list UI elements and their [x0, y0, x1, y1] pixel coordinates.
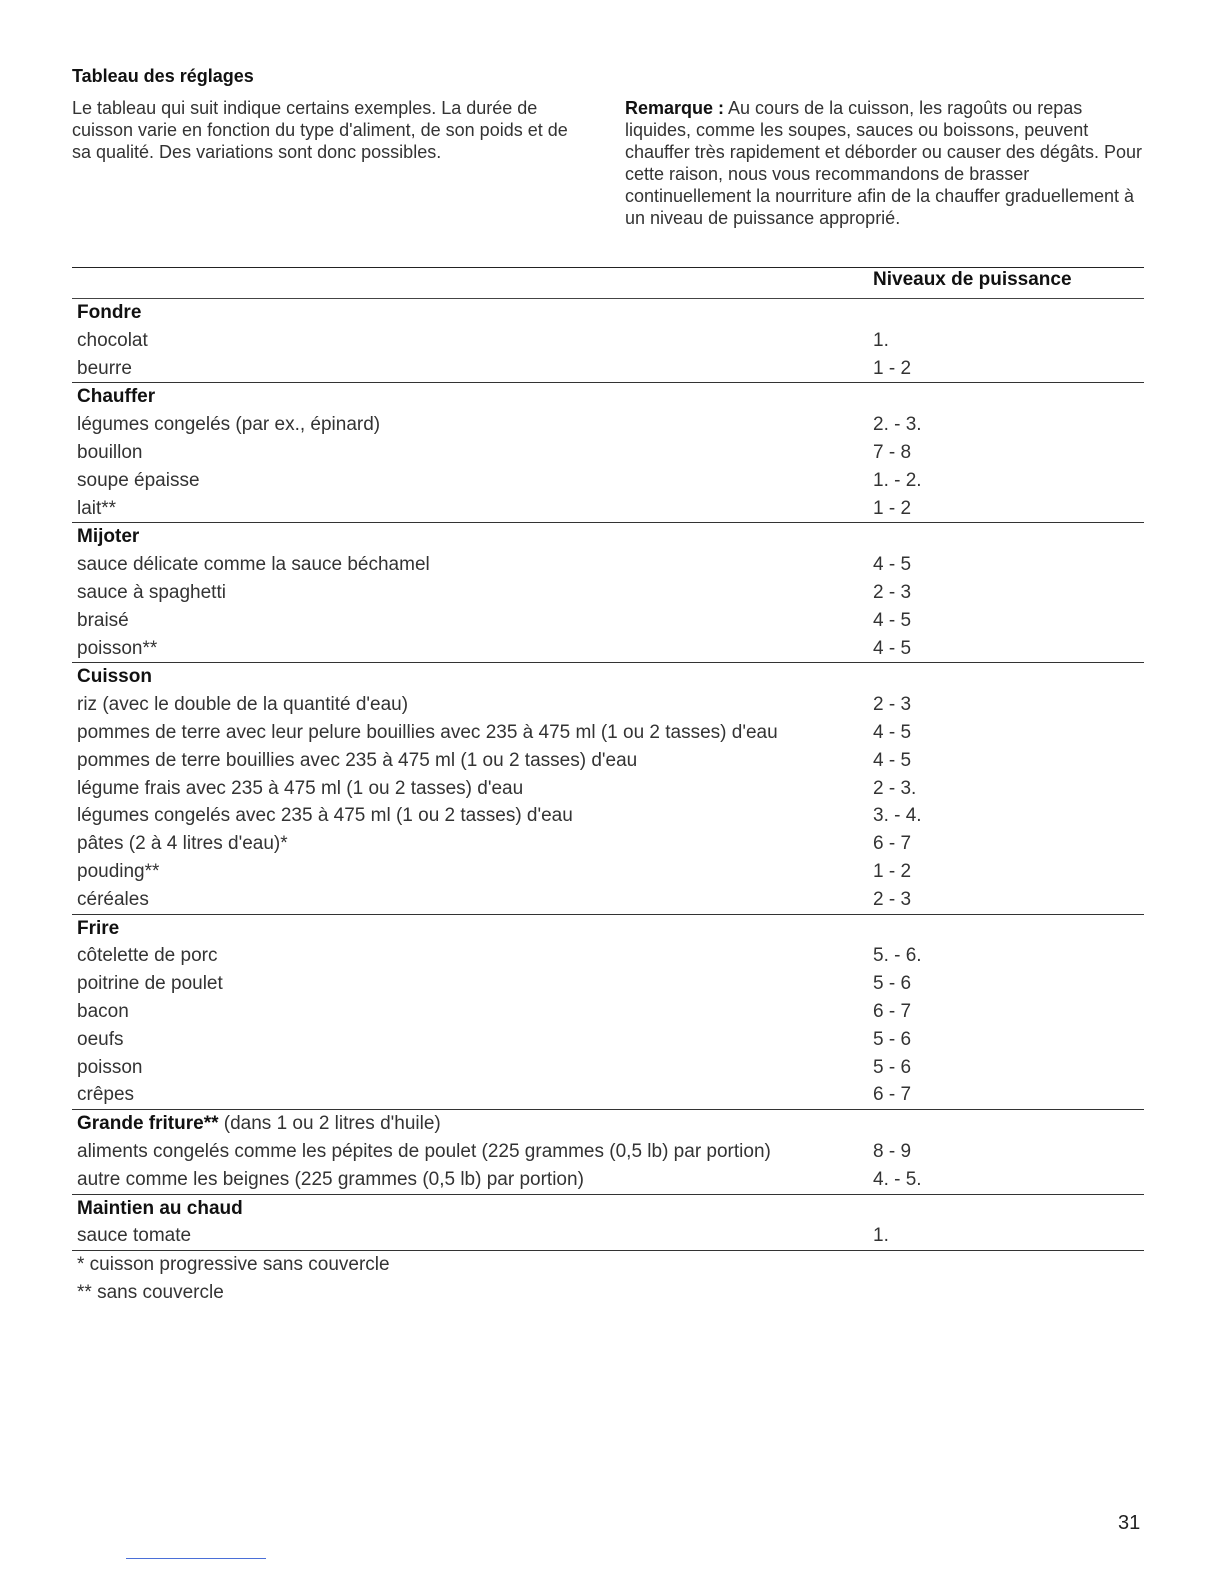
table-row [72, 1138, 1144, 1166]
table-row [72, 495, 1144, 523]
category-row [72, 383, 1144, 411]
table-row [72, 1026, 1144, 1054]
food-item: autre comme les beignes (225 grammes (0,5 lb) par portion) [77, 1168, 584, 1190]
power-level: 1. - 2. [873, 469, 922, 491]
power-level: 7 - 8 [873, 441, 912, 463]
food-item: lait** [77, 497, 117, 519]
food-item: poisson** [77, 637, 158, 659]
category-title-cell [77, 915, 119, 943]
power-level: 5. - 6. [873, 945, 922, 967]
category-title: Maintien au chaud [77, 1197, 243, 1219]
table-row [72, 467, 1144, 495]
category-title-cell [77, 523, 139, 551]
food-item: braisé [77, 609, 129, 631]
category-title: Mijoter [77, 526, 140, 548]
table-row [72, 327, 1144, 355]
power-level: 1. [873, 329, 889, 351]
food-item: beurre [77, 357, 132, 379]
food-item: pâtes (2 à 4 litres d'eau)* [77, 833, 288, 855]
table-section [72, 915, 1144, 1111]
category-title-cell [77, 663, 152, 691]
table-row [72, 607, 1144, 635]
food-item: soupe épaisse [77, 469, 200, 491]
table-row [72, 1166, 1144, 1194]
food-item: céréales [77, 888, 149, 910]
power-level: 4 - 5 [873, 609, 912, 631]
power-level: 2 - 3 [873, 694, 912, 716]
power-level: 1. [873, 1225, 889, 1247]
power-level: 5 - 6 [873, 973, 912, 995]
food-item: sauce délicate comme la sauce béchamel [77, 554, 430, 576]
power-level: 2 - 3 [873, 888, 912, 910]
power-level: 4. - 5. [873, 1168, 922, 1190]
power-level: 1 - 2 [873, 357, 912, 379]
food-item: bouillon [77, 441, 143, 463]
power-level: 8 - 9 [873, 1140, 912, 1162]
category-title-cell [77, 383, 155, 411]
table-row [72, 635, 1144, 663]
table-row [72, 802, 1144, 830]
table-row [72, 998, 1144, 1026]
table-section [72, 1110, 1144, 1194]
category-row [72, 299, 1144, 327]
power-level: 1 - 2 [873, 497, 912, 519]
food-item: crêpes [77, 1084, 135, 1106]
table-row [72, 886, 1144, 914]
page-title: Tableau des réglages [72, 66, 254, 86]
power-level: 3. - 4. [873, 805, 922, 827]
food-item: oeufs [77, 1028, 124, 1050]
footnote: * cuisson progressive sans couvercle [77, 1254, 390, 1276]
power-level: 6 - 7 [873, 1000, 912, 1022]
category-note: (dans 1 ou 2 litres d'huile) [218, 1113, 441, 1135]
table-row [72, 775, 1144, 803]
note-paragraph [625, 97, 1145, 229]
power-level: 5 - 6 [873, 1028, 912, 1050]
table-row [72, 1222, 1144, 1250]
power-level: 4 - 5 [873, 637, 912, 659]
food-item: légumes congelés avec 235 à 475 ml (1 ou 2 tasses) d'eau [77, 805, 573, 827]
footnote: ** sans couvercle [77, 1281, 224, 1303]
power-level: 4 - 5 [873, 554, 912, 576]
category-title: Grande friture** [77, 1113, 219, 1135]
category-title-cell [77, 1110, 441, 1138]
table-row [72, 858, 1144, 886]
category-row [72, 1195, 1144, 1223]
table-row [72, 1054, 1144, 1082]
intro-paragraph: Le tableau qui suit indique certains exemples. La durée de cuisson varie en fonction du type d'aliment, de son poids et de sa qualité. Des variations sont donc possibles. [72, 98, 568, 162]
power-level: 4 - 5 [873, 721, 912, 743]
food-item: côtelette de porc [77, 945, 218, 967]
food-item: pouding** [77, 860, 160, 882]
table-row [72, 439, 1144, 467]
power-level: 6 - 7 [873, 833, 912, 855]
category-title-cell [77, 299, 141, 327]
bottom-link-line [126, 1558, 266, 1559]
food-item: pommes de terre bouillies avec 235 à 475 ml (1 ou 2 tasses) d'eau [77, 749, 638, 771]
table-row [72, 719, 1144, 747]
food-item: pommes de terre avec leur pelure bouillies avec 235 à 475 ml (1 ou 2 tasses) d'eau [77, 721, 778, 743]
table-section [72, 299, 1144, 383]
food-item: sauce à spaghetti [77, 581, 226, 603]
table-body [72, 299, 1144, 1251]
power-level: 1 - 2 [873, 860, 912, 882]
table-row [72, 355, 1144, 383]
table-section [72, 383, 1144, 523]
food-item: aliments congelés comme les pépites de poulet (225 grammes (0,5 lb) par portion) [77, 1140, 771, 1162]
food-item: chocolat [77, 329, 148, 351]
food-item: sauce tomate [77, 1225, 192, 1247]
power-level: 4 - 5 [873, 749, 912, 771]
table-section [72, 523, 1144, 663]
food-item: légume frais avec 235 à 475 ml (1 ou 2 tasses) d'eau [77, 777, 524, 799]
food-item: poisson [77, 1056, 143, 1078]
power-level: 2 - 3 [873, 581, 912, 603]
table-row [72, 830, 1144, 858]
power-level: 6 - 7 [873, 1084, 912, 1106]
power-level: 5 - 6 [873, 1056, 912, 1078]
page-number: 31 [1118, 1512, 1141, 1534]
category-row [72, 523, 1144, 551]
table-section [72, 663, 1144, 914]
food-item: légumes congelés (par ex., épinard) [77, 414, 381, 436]
food-item: bacon [77, 1000, 129, 1022]
category-title: Frire [77, 917, 120, 939]
power-level: 2. - 3. [873, 414, 922, 436]
power-level-column-header: Niveaux de puissance [873, 269, 1072, 290]
footnotes [72, 1251, 1144, 1307]
settings-table [72, 267, 1144, 1307]
food-item: poitrine de poulet [77, 973, 223, 995]
category-row [72, 1110, 1144, 1138]
table-section [72, 1195, 1144, 1252]
category-title: Fondre [77, 302, 142, 323]
table-row [72, 970, 1144, 998]
note-label: Remarque : [625, 98, 725, 118]
food-item: riz (avec le double de la quantité d'eau) [77, 694, 409, 716]
table-row [72, 579, 1144, 607]
table-header [72, 268, 1144, 299]
note-text: Au cours de la cuisson, les ragoûts ou repas liquides, comme les soupes, sauces ou boissons, peuvent chauffer très rapidement et déborder ou causer des dégâts. Pour cette raison, nous vous recommandons de brasser continuellement la nourriture afin de la chauffer graduellement à un niveau de puissance approprié. [625, 98, 1142, 228]
table-row [72, 691, 1144, 719]
power-level: 2 - 3. [873, 777, 917, 799]
category-title-cell [77, 1195, 243, 1223]
category-title: Cuisson [77, 666, 152, 688]
table-row [72, 411, 1144, 439]
category-row [72, 915, 1144, 943]
table-row [72, 942, 1144, 970]
table-row [72, 1081, 1144, 1109]
table-row [72, 747, 1144, 775]
category-row [72, 663, 1144, 691]
category-title: Chauffer [77, 386, 156, 408]
table-row [72, 551, 1144, 579]
